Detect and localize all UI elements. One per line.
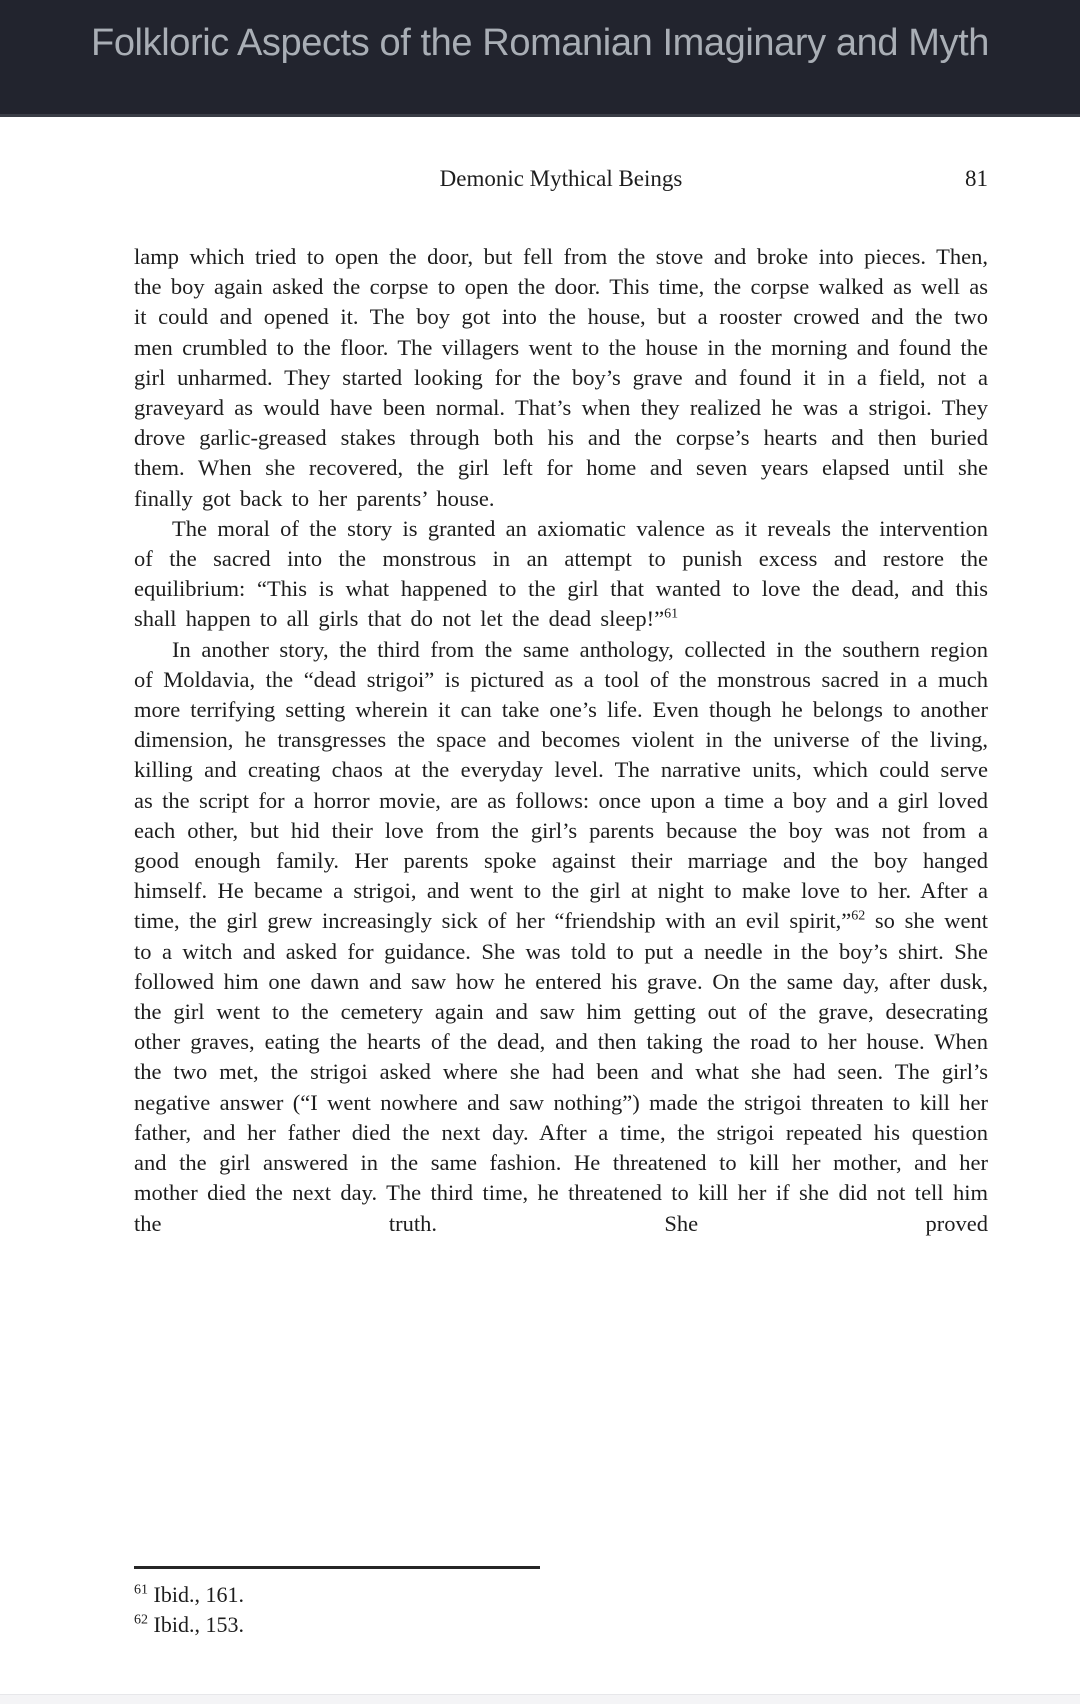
footnote-separator [134,1566,540,1569]
page-number: 81 [965,166,988,191]
body-text [134,242,988,1239]
footnote-text: Ibid., 161. [148,1582,244,1607]
app-header [0,0,1080,117]
footnote-area [134,1580,988,1640]
paragraph: The moral of the story is granted an axiomatic valence as it reveals the intervention of the sacred into the monstrous in an attempt to punish excess and restore the equilibrium: “This is what happened to the girl that wanted to love the dead, and this shall happen to all girls that do not let the dead sleep!”$^{61}$ [134,515,988,632]
footnote-text: Ibid., 153. [148,1612,244,1637]
footnote [134,1610,988,1640]
footnote-number: 62 [134,1612,148,1628]
running-head [134,164,988,194]
paragraph: lamp which tried to open the door, but fell from the stove and broke into pieces. Then, the boy again asked the corpse to open the door. This time, the corpse walked as well as it could and opened it. The boy got into the house, but a rooster crowed and the two men crumbled to the floor. The villagers went to the house in the morning and found the girl unharmed. They started looking for the boy’s grave and found it in a field, not a graveyard as would have been normal. That’s when they realized he was a strigoi. They drove garlic-greased stakes through both his and the corpse’s hearts and then buried them. When she recovered, the girl left for home and seven years elapsed until she finally got back to her parents’ house. [134,244,988,511]
bottom-bar [0,1694,1080,1704]
footnote [134,1580,988,1610]
footnote-reference: 61 [664,606,679,622]
paragraph: In another story, the third from the same anthology, collected in the southern region of Moldavia, the “dead strigoi” is pictured as a tool of the monstrous sacred in a much more terrifying setting wherein it can take one’s life. Even though he belongs to another dimension, he transgresses the space and becomes violent in the universe of the living, killing and creating chaos at the everyday level. The narrative units, which could serve as the script for a horror movie, are as follows: once upon a time a boy and a girl loved each other, but hid their love from the girl’s parents because the boy was not from a good enough family. Her parents spoke against their marriage and the boy hanged himself. He became a strigoi, and went to the girl at night to make love to her. After a time, the girl grew increasingly sick of her “friendship with an evil spirit,”$^{62}$ so she went to a witch and asked for guidance. She was told to put a needle in the boy’s shirt. She followed him one dawn and saw how he entered his grave. On the same day, after dusk, the girl went to the cemetery again and saw him getting out of the grave, desecrating other graves, eating the hearts of the dead, and then taking the road to her house. When the two met, the strigoi asked where she had been and what she had seen. The girl’s negative answer (“I went nowhere and saw nothing”) made the strigoi threaten to kill her father, and her father died the next day. After a time, the strigoi repeated his question and the girl answered in the same fashion. He threatened to kill her mother, and her mother died the next day. The third time, he threatened to kill her if she did not tell him the truth. She proved [134,636,988,1236]
chapter-running-title: Demonic Mythical Beings [439,166,683,191]
book-page [0,120,1080,1704]
footnote-number: 61 [134,1582,148,1598]
footnote-reference: 62 [851,908,866,924]
book-title: Folkloric Aspects of the Romanian Imaginary and Myth [91,22,989,64]
